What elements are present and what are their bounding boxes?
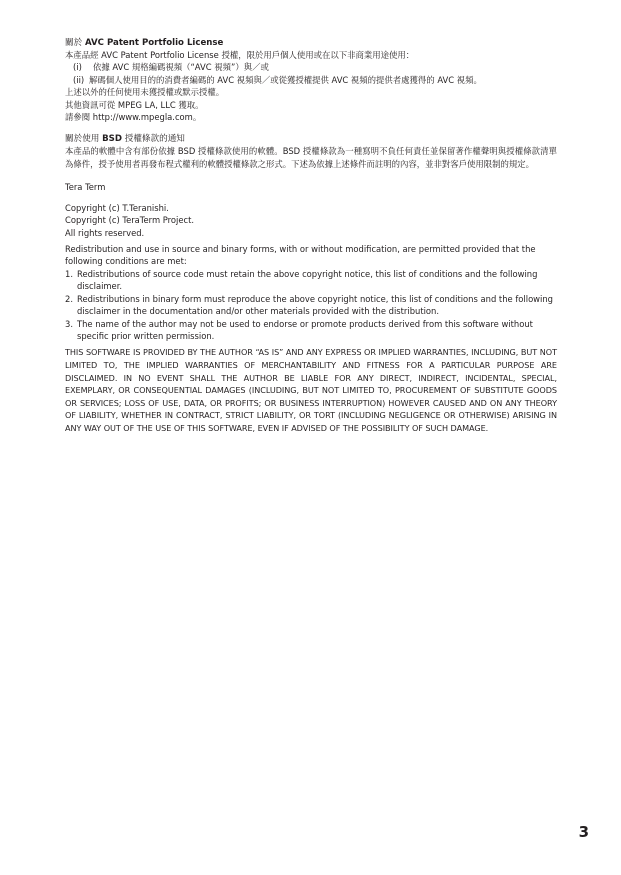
license-intro: Redistribution and use in source and binary forms, with or without modification, are permitted provided that the following conditions are met:: [65, 244, 536, 267]
avc-section-title: [65, 37, 557, 49]
list-text: 依據 AVC 規格編碼視頻（“AVC 視頻”）與／或: [93, 62, 269, 73]
avc-intro: 本產品經 AVC Patent Portfolio License 授權，限於用戶個人使用或在以下非商業用途使用：: [65, 50, 415, 60]
list-item: [65, 61, 557, 73]
list-text: Redistributions of source code must retain the above copyright notice, this list of conditions and the following disclaimer.: [77, 268, 538, 292]
warranty-disclaimer: THIS SOFTWARE IS PROVIDED BY THE AUTHOR “AS IS” AND ANY EXPRESS OR IMPLIED WARRANTIES, INCLUDING, BUT NOT LIMITED TO, THE IMPLIED WARRANTIES OF MERCHANTABILITY AND FITNESS FOR A PARTICULAR PURPOSE ARE DISCLAIMED. IN NO EVENT SHALL THE AUTHOR BE LIABLE FOR ANY DIRECT, INDIRECT, INCIDENTAL, SPECIAL, EXEMPLARY, OR CONSEQUENTIAL DAMAGES (INCLUDING, BUT NOT LIMITED TO, PROCUREMENT OF SUBSTITUTE GOODS OR SERVICES; LOSS OF USE, DATA, OR PROFITS; OR BUSINESS INTERRUPTION) HOWEVER CAUSED AND ON ANY THEORY OF LIABILITY, WHETHER IN CONTRACT, STRICT LIABILITY, OR TORT (INCLUDING NEGLIGENCE OR OTHERWISE) ARISING IN ANY WAY OUT OF THE USE OF THIS SOFTWARE, EVEN IF ADVISED OF THE POSSIBILITY OF SUCH DAMAGE.: [65, 347, 557, 433]
avc-title-prefix: 關於: [65, 38, 83, 48]
copyright-line: Copyright (c) TeraTerm Project.: [65, 215, 195, 226]
bsd-section-title: [65, 133, 557, 145]
list-marker: 3.: [65, 318, 73, 329]
bsd-title-prefix: 關於使用: [65, 134, 100, 145]
list-item: [65, 268, 557, 293]
list-marker: (i): [73, 62, 82, 73]
teraterm-license-section: [65, 181, 557, 434]
document-page: [65, 37, 557, 434]
avc-license-section: [65, 37, 557, 123]
list-item: [65, 318, 557, 343]
avc-note: 上述以外的任何使用未獲授權或默示授權。: [65, 87, 225, 98]
list-marker: 2.: [65, 293, 73, 304]
bsd-body: 本產品的軟體中含有部份依據 BSD 授權條款使用的軟體。BSD 授權條款為一種寫明不負任何責任並保留著作權聲明與授權條款清單為條件，授予使用者再發布程式權利的軟體授權條款之形式。下述為依據上述條件而註明的內容，並非對客戶使用限制的規定。: [65, 146, 557, 170]
list-text: 解碼個人使用目的的消費者編碼的 AVC 視頻與／或從獲授權提供 AVC 視頻的提供者處獲得的 AVC 視頻。: [89, 74, 482, 85]
list-marker: 1.: [65, 268, 73, 279]
list-text: The name of the author may not be used to endorse or promote products derived from this software without specific prior written permission.: [77, 318, 533, 341]
page-number: 3: [578, 823, 589, 841]
bsd-title-bold: BSD: [102, 134, 122, 145]
list-text: Redistributions in binary form must reproduce the above copyright notice, this list of conditions and the following disclaimer in the documentation and/or other materials provided with the distribution.: [77, 293, 553, 317]
avc-note: 請參閱 http://www.mpegla.com。: [65, 112, 202, 123]
list-item: [65, 74, 557, 86]
copyright-line: All rights reserved.: [65, 227, 145, 238]
copyright-line: Copyright (c) T.Teranishi.: [65, 202, 169, 213]
license-conditions-list: [65, 268, 557, 342]
avc-note: 其他資訊可從 MPEG LA, LLC 獲取。: [65, 99, 204, 110]
bsd-notice-section: [65, 133, 557, 171]
list-item: [65, 293, 557, 318]
list-marker: (ii): [73, 74, 85, 85]
bsd-title-suffix: 授權條款的通知: [124, 134, 185, 145]
product-name: Tera Term: [65, 182, 106, 193]
avc-title-bold: AVC Patent Portfolio License: [84, 38, 224, 48]
avc-usage-list: [65, 61, 557, 86]
